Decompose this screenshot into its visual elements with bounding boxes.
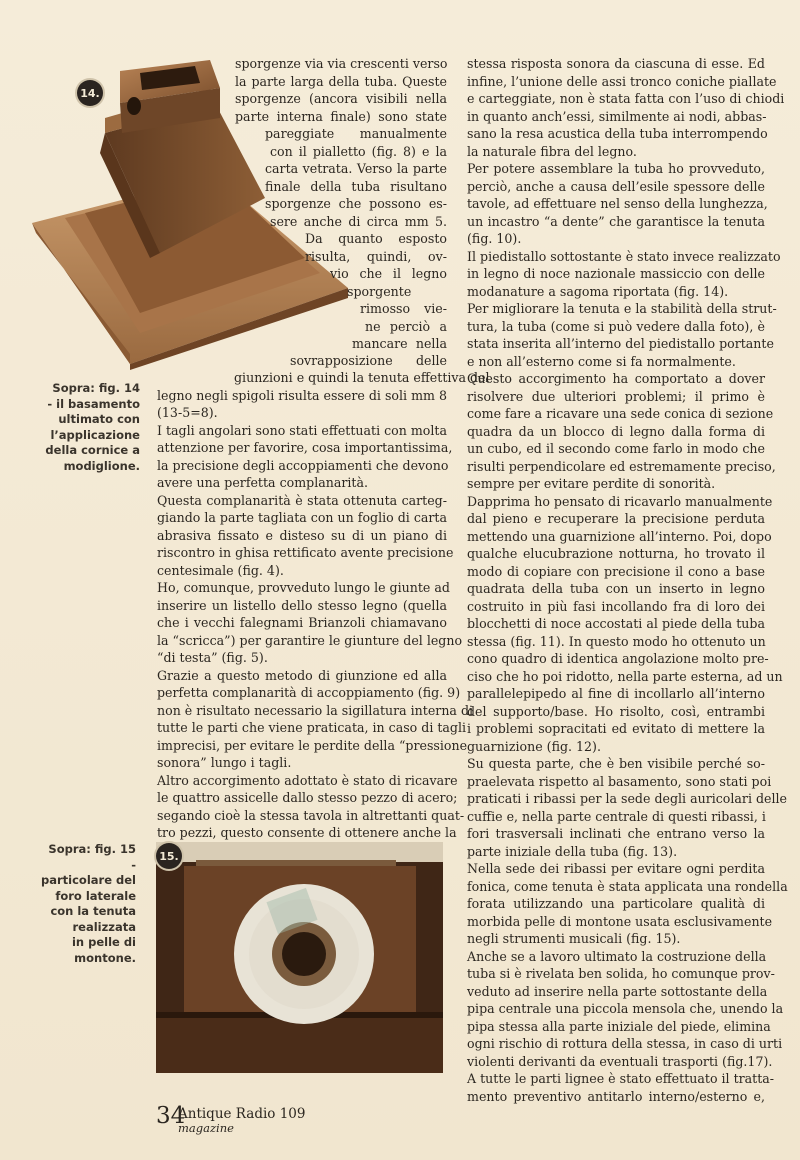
text-line: sporgenze (ancora visibili nella [235,91,447,106]
text-line: stessa risposta sonora da ciascuna di esse. Ed [467,56,765,71]
text-line: blocchetti di noce accostati al piede della tuba [467,616,765,631]
text-line: Altro accorgimento adottato è stato di ricavare [157,772,458,788]
text-line: ciso che ho poi ridotto, nella parte esterna, ad un [467,668,783,684]
text-line: le quattro assicelle dallo stesso pezzo di acero; [157,790,458,805]
text-line: stessa (fig. 11). In questo modo ho ottenuto un [467,633,766,649]
caption-line: foro laterale [55,888,136,903]
caption-line: particolare del [41,873,136,887]
text-line: pipa centrale una piccola mensola che, unendo la [467,1001,784,1016]
text-line: morbida pelle di montone usata esclusivamente [467,913,773,929]
text-line: cono quadro di identica angolazione molto pre- [467,651,769,666]
text-line: quadra da un blocco di legno dalla forma di [467,423,765,439]
caption-line: con la tenuta [50,904,136,918]
text-line: mettendo una guarnizione all’interno. Poi, dopo [467,528,772,544]
text-line: non è risultato necessario la sigillatura interna di [157,702,474,718]
text-line: Questo accorgimento ha comportato a dover [467,371,765,386]
text-line: Questa complanarità è stata ottenuta carteg- [157,492,447,508]
publication-subtitle: magazine [178,1121,234,1135]
middle-column-text [157,369,490,842]
text-line: risolvere due ulteriori problemi; il primo è [467,388,765,404]
text-line: A tutte le parti lignee è stato effettuato il tratta- [467,1071,775,1086]
text-line: giando la parte tagliata con un foglio di carta [157,510,447,525]
text-line: Su questa parte, che è ben visibile perché so- [467,756,765,771]
caption-line: - il basamento [47,396,140,411]
text-line: parte interna finale) sono state [235,109,447,124]
text-line: quadrata della tuba con un inserto in legno [467,581,765,596]
text-line: in quanto anch’essi, similmente ai nodi, abbas- [467,108,767,124]
text-line: Per migliorare la tenuta e la stabilità della strut- [467,301,777,316]
text-line: pareggiate manualmente [265,126,447,141]
text-line: tro pezzi, questo consente di ottenere anche la [157,825,457,840]
caption-line: ultimato con [58,412,140,426]
text-line: come fare a ricavare una sede conica di sezione [467,406,774,421]
text-line: mento preventivo antitarlo interno/esterno e, [467,1088,765,1104]
text-line: parte iniziale della tuba (fig. 13). [467,843,678,859]
text-line: i problemi sopracitati ed evitato di mettere la [467,721,765,736]
text-line: e carteggiate, non è stata fatta con l’uso di chiodi [467,91,785,106]
text-line: che i vecchi falegnami Brianzoli chiamavano [157,615,447,630]
caption-line: montone. [74,950,136,965]
text-line: pipa stessa alla parte iniziale del piede, elimina [467,1018,771,1034]
text-line: risulti perpendicolare ed estremamente preciso, [467,458,776,474]
text-line: (fig. 10). [467,231,522,246]
text-line: Il piedistallo sottostante è stato invece realizzato [467,248,781,264]
text-line: (13-5=8). [157,405,218,420]
text-line: modo di copiare con precisione il cono a base [467,563,765,579]
caption-line: Sopra: fig. 15 - [48,842,136,872]
text-line: costruito in più fasi incollando fra di loro dei [467,598,765,614]
text-line: un incastro “a dente” che garantisce la tenuta [467,213,765,229]
text-line: Grazie a questo metodo di giunzione ed alla [157,667,447,683]
text-line: sporgenze via via crescenti verso [235,56,448,71]
text-line: sonora” lungo i tagli. [157,755,292,770]
caption-line: Sopra: fig. 14 [52,381,140,395]
text-line: stata inserita all’interno del piedistallo portante [467,336,774,351]
text-line: dal pieno e recuperare la precisione perduta [467,511,765,526]
text-line: sano la resa acustica della tuba interrompendo [467,126,768,141]
text-line: rimosso vie- [360,301,447,316]
caption-line: l’applicazione [50,427,140,442]
text-line: carta vetrata. Verso la parte [265,161,447,176]
text-line: praelevata rispetto al basamento, sono stati poi [467,773,772,789]
text-line: con il pialletto (fig. 8) e la [270,144,447,159]
text-line: legno negli spigoli risulta essere di soli mm 8 [157,387,447,403]
text-line: praticati i ribassi per la sede degli auricolari delle [467,791,787,806]
text-line: tuba si è rivelata ben solida, ho comunque prov- [467,966,775,981]
text-line: Anche se a lavoro ultimato la costruzione della [467,948,767,964]
text-line: la “scricca”) per garantire le giunture del legno [157,632,463,648]
figure-15-caption [40,842,136,966]
text-line: ne perciò a [365,319,447,334]
text-line: veduto ad inserire nella parte sottostante della [467,983,768,999]
text-line: “di testa” (fig. 5). [157,650,268,665]
text-line: un cubo, ed il secondo come farlo in modo che [467,441,765,456]
publication-title: Antique Radio 109 [178,1106,306,1122]
text-line: sempre per evitare perdite di sonorità. [467,476,716,491]
text-line: riscontro in ghisa rettificato avente precisione [157,545,454,560]
caption-line: della cornice a [45,443,140,457]
text-line: sporgente [347,284,412,299]
text-line: fonica, come tenuta è stata applicata una rondella [467,878,788,894]
figure-15-badge: 15. [156,843,182,869]
text-line: Da quanto esposto [305,231,447,246]
page-number: 34 [156,1103,186,1129]
text-line: tavole, ad effettuare nel senso della lunghezza, [467,196,768,211]
text-line: Per potere assemblare la tuba ho provveduto, [467,161,765,176]
text-line: modanature a sagoma riportata (fig. 14). [467,283,729,299]
text-line: ogni rischio di rottura della stessa, in caso di urti [467,1036,783,1051]
text-line: finale della tuba risultano [265,179,447,194]
text-line: avere una perfetta complanarità. [157,475,368,490]
text-line: segando cioè la stessa tavola in altrettanti quat- [157,807,465,823]
text-line: tutte le parti che viene praticata, in caso di tagli [157,720,467,735]
text-line: fori trasversali inclinati che entrano verso la [467,826,765,841]
caption-line: in pelle di [71,935,136,949]
text-line: sporgenze che possono es- [265,196,447,211]
text-line: centesimale (fig. 4). [157,562,284,578]
text-line: risulta, quindi, ov- [305,249,447,264]
text-line: inserire un listello dello stesso legno (quella [157,597,447,613]
text-line: giunzioni e quindi la tenuta effettiva del [234,370,490,385]
text-line: la naturale fibra del legno. [467,143,637,159]
text-line: la parte larga della tuba. Queste [235,74,447,89]
text-line: violenti derivanti da eventuali trasporti (fig.17). [467,1053,773,1069]
figure-14-badge: 14. [77,80,103,106]
text-line: Dapprima ho pensato di ricavarlo manualmente [467,493,773,509]
text-line: vio che il legno [330,266,447,281]
text-line: imprecisi, per evitare le perdite della “pressione [157,737,468,753]
text-line: in legno di noce nazionale massiccio con delle [467,266,765,281]
text-line: parallelepipedo al fine di incollarlo all’interno [467,686,765,701]
text-line: cuffie e, nella parte centrale di questi ribassi, i [467,808,766,824]
leather-ring-illustration [156,842,443,1073]
text-line: e non all’esterno come si fa normalmente. [467,353,736,369]
text-line: negli strumenti musicali (fig. 15). [467,931,681,946]
text-line: abrasiva fissato e disteso su di un piano di [157,527,447,543]
figure-15-photo [156,842,443,1073]
text-line: Ho, comunque, provveduto lungo le giunte ad [157,580,450,595]
text-line: perfetta complanarità di accoppiamento (fig. 9) [157,685,461,700]
caption-line: realizzata [72,919,136,934]
right-column-text [467,55,788,1105]
text-line: I tagli angolari sono stati effettuati con molta [157,422,447,438]
text-line: sovrapposizione delle [290,353,447,368]
text-line: sere anche di circa mm 5. [270,214,447,229]
caption-line: modiglione. [63,458,140,473]
text-line: tura, la tuba (come si può vedere dalla foto), è [467,318,765,334]
text-line: guarnizione (fig. 12). [467,738,601,754]
text-line: del supporto/base. Ho risolto, così, entrambi [467,703,765,719]
text-line: perciò, anche a causa dell’esile spessore delle [467,178,765,194]
text-line: Nella sede dei ribassi per evitare ogni perdita [467,861,765,876]
text-line: mancare nella [352,336,447,351]
text-line: la precisione degli accoppiamenti che devono [157,457,449,473]
text-line: attenzione per favorire, cosa importantissima, [157,440,453,455]
text-line: infine, l’unione delle assi tronco coniche piallate [467,73,777,89]
text-line: qualche elucubrazione notturna, ho trovato il [467,546,765,561]
text-line: forata utilizzando una particolare qualità di [467,896,765,911]
